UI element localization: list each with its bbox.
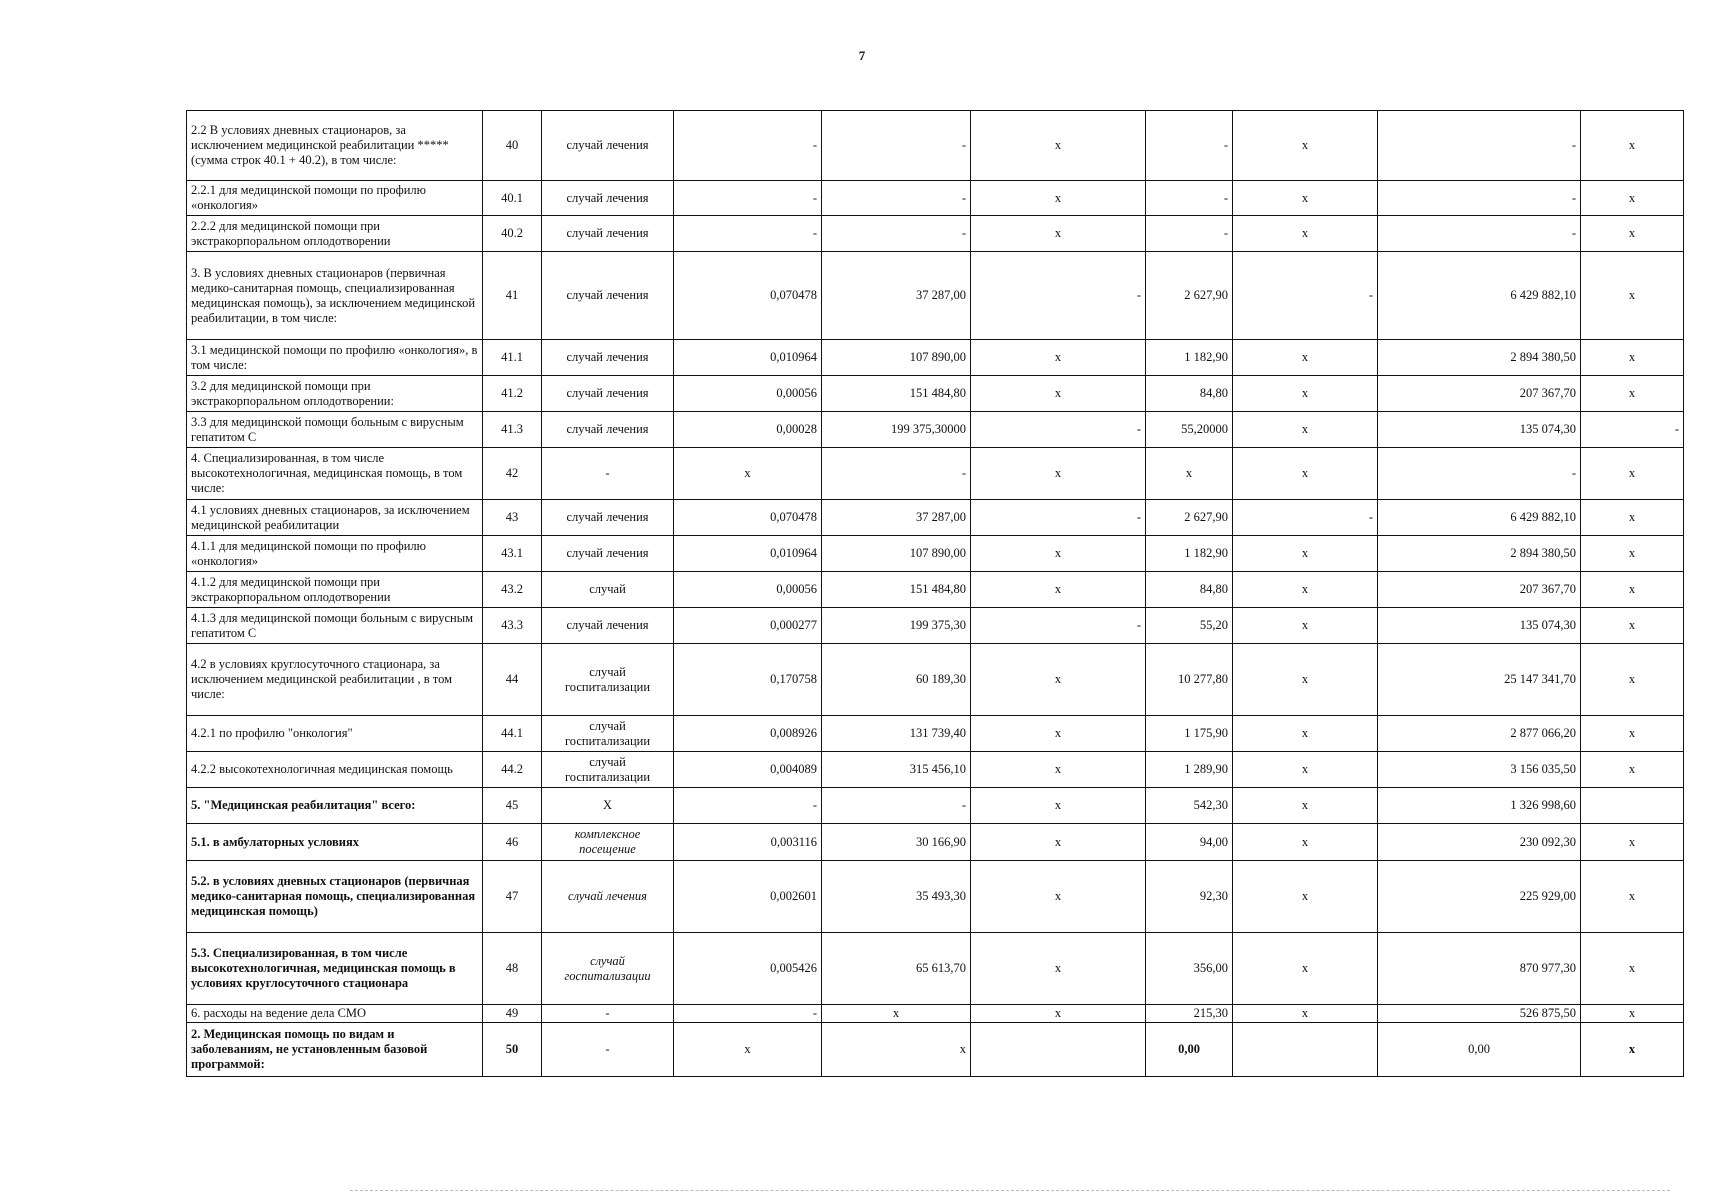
cell-value: x (1581, 536, 1684, 572)
cell-value: x (1581, 861, 1684, 933)
row-unit: случай лечения (542, 608, 674, 644)
cell-value: x (971, 824, 1146, 861)
table-row (187, 252, 1684, 340)
cell-value: - (1233, 500, 1378, 536)
cell-value: 199 375,30000 (822, 412, 971, 448)
cell-value: 55,20000 (1146, 412, 1233, 448)
cell-value: x (1233, 216, 1378, 252)
cell-value: x (971, 181, 1146, 216)
row-name: 2.2.2 для медицинской помощи при экстракорпоральном оплодотворении (187, 216, 483, 252)
cell-value: 0,010964 (674, 340, 822, 376)
table-row (187, 644, 1684, 716)
cell-value: x (971, 644, 1146, 716)
page-number: 7 (858, 48, 866, 63)
cell-value: 356,00 (1146, 933, 1233, 1005)
cell-value: x (1581, 252, 1684, 340)
row-code: 40 (483, 111, 542, 181)
row-unit: случай лечения (542, 536, 674, 572)
cell-value: 0,170758 (674, 644, 822, 716)
row-unit: случай лечения (542, 111, 674, 181)
cell-value: x (1581, 448, 1684, 500)
cell-value: 84,80 (1146, 376, 1233, 412)
cell-value: x (971, 572, 1146, 608)
cell-value: x (1233, 412, 1378, 448)
scan-artifact-line (350, 1190, 1670, 1191)
cell-value: x (1581, 1023, 1684, 1077)
row-name: 2.2 В условиях дневных стационаров, за исключением медицинской реабилитации ***** (сумма строк 40.1 + 40.2), в том числе: (187, 111, 483, 181)
row-code: 47 (483, 861, 542, 933)
cell-value: x (971, 752, 1146, 788)
cell-value: 6 429 882,10 (1378, 252, 1581, 340)
table-row (187, 216, 1684, 252)
cell-value: 0,004089 (674, 752, 822, 788)
row-code: 45 (483, 788, 542, 824)
cell-value (1233, 1023, 1378, 1077)
cell-value: - (822, 788, 971, 824)
cell-value: x (971, 788, 1146, 824)
row-code: 50 (483, 1023, 542, 1077)
row-unit: случай лечения (542, 252, 674, 340)
cell-value: - (822, 111, 971, 181)
cell-value: 215,30 (1146, 1005, 1233, 1023)
cell-value (1581, 788, 1684, 824)
row-name: 5.2. в условиях дневных стационаров (первичная медико-санитарная помощь, специализированная медицинская помощь) (187, 861, 483, 933)
cell-value: 84,80 (1146, 572, 1233, 608)
row-name: 4. Специализированная, в том числе высокотехнологичная, медицинская помощь, в том числе: (187, 448, 483, 500)
cell-value: x (1233, 376, 1378, 412)
row-code: 43.3 (483, 608, 542, 644)
row-name: 4.1.3 для медицинской помощи больным с вирусным гепатитом С (187, 608, 483, 644)
row-unit: - (542, 1023, 674, 1077)
row-name: 4.1.2 для медицинской помощи при экстракорпоральном оплодотворении (187, 572, 483, 608)
table-row (187, 608, 1684, 644)
cell-value: - (822, 181, 971, 216)
table-row (187, 752, 1684, 788)
row-unit: случай госпитализации (542, 716, 674, 752)
cell-value: 107 890,00 (822, 340, 971, 376)
cell-value: x (971, 933, 1146, 1005)
cell-value: 0,005426 (674, 933, 822, 1005)
cell-value: - (674, 181, 822, 216)
cell-value: 37 287,00 (822, 500, 971, 536)
row-unit: комплексное посещение (542, 824, 674, 861)
cell-value: 0,00028 (674, 412, 822, 448)
cell-value: x (971, 111, 1146, 181)
cell-value: 2 894 380,50 (1378, 536, 1581, 572)
table-row (187, 448, 1684, 500)
table-row (187, 536, 1684, 572)
cell-value (971, 1023, 1146, 1077)
row-code: 41.1 (483, 340, 542, 376)
table-row (187, 1023, 1684, 1077)
cell-value: x (1581, 500, 1684, 536)
row-unit: случай госпитализации (542, 752, 674, 788)
cell-value: x (1233, 788, 1378, 824)
cell-value: 0,003116 (674, 824, 822, 861)
cell-value: x (1233, 933, 1378, 1005)
cell-value: x (971, 1005, 1146, 1023)
cell-value: 0,010964 (674, 536, 822, 572)
table-row (187, 500, 1684, 536)
cell-value: 0,00056 (674, 572, 822, 608)
cell-value: x (1581, 824, 1684, 861)
cell-value: x (971, 340, 1146, 376)
cell-value: 60 189,30 (822, 644, 971, 716)
table-row (187, 181, 1684, 216)
row-unit: Х (542, 788, 674, 824)
cell-value: x (822, 1023, 971, 1077)
row-unit: случай лечения (542, 340, 674, 376)
cell-value: 94,00 (1146, 824, 1233, 861)
cell-value: - (971, 500, 1146, 536)
cell-value: 6 429 882,10 (1378, 500, 1581, 536)
cell-value: 131 739,40 (822, 716, 971, 752)
cell-value: - (1378, 181, 1581, 216)
row-unit: - (542, 1005, 674, 1023)
cell-value: 30 166,90 (822, 824, 971, 861)
cell-value: x (971, 861, 1146, 933)
cell-value: 10 277,80 (1146, 644, 1233, 716)
row-unit: случай лечения (542, 181, 674, 216)
cell-value: - (971, 412, 1146, 448)
cell-value: x (1581, 752, 1684, 788)
cell-value: 37 287,00 (822, 252, 971, 340)
cell-value: - (1233, 252, 1378, 340)
row-unit: случай (542, 572, 674, 608)
cell-value: x (674, 448, 822, 500)
table-row (187, 340, 1684, 376)
cell-value: 107 890,00 (822, 536, 971, 572)
cell-value: 0,00 (1146, 1023, 1233, 1077)
cell-value: x (1233, 644, 1378, 716)
cell-value: x (1581, 608, 1684, 644)
row-code: 41.3 (483, 412, 542, 448)
row-code: 43.2 (483, 572, 542, 608)
cell-value: 542,30 (1146, 788, 1233, 824)
row-name: 2. Медицинская помощь по видам и заболеваниям, не установленным базовой программой: (187, 1023, 483, 1077)
table-row (187, 1005, 1684, 1023)
cell-value: x (1233, 608, 1378, 644)
cell-value: - (971, 252, 1146, 340)
cell-value: x (1233, 340, 1378, 376)
cell-value: 1 182,90 (1146, 340, 1233, 376)
cell-value: x (1581, 716, 1684, 752)
cell-value: 315 456,10 (822, 752, 971, 788)
table-row (187, 933, 1684, 1005)
table-row (187, 572, 1684, 608)
cell-value: 2 627,90 (1146, 500, 1233, 536)
table-row (187, 111, 1684, 181)
row-code: 44.1 (483, 716, 542, 752)
cell-value: - (1146, 181, 1233, 216)
cell-value: x (1581, 340, 1684, 376)
cell-value: x (971, 448, 1146, 500)
cell-value: 2 894 380,50 (1378, 340, 1581, 376)
cell-value: - (971, 608, 1146, 644)
cell-value: 0,000277 (674, 608, 822, 644)
table-row (187, 861, 1684, 933)
cell-value: x (971, 716, 1146, 752)
row-code: 43.1 (483, 536, 542, 572)
cell-value: 25 147 341,70 (1378, 644, 1581, 716)
cell-value: x (1233, 824, 1378, 861)
cell-value: x (1233, 572, 1378, 608)
cell-value: x (1233, 716, 1378, 752)
cell-value: - (674, 1005, 822, 1023)
row-name: 5.3. Специализированная, в том числе высокотехнологичная, медицинская помощь в условиях круглосуточного стационара (187, 933, 483, 1005)
row-code: 44.2 (483, 752, 542, 788)
row-code: 41 (483, 252, 542, 340)
row-code: 44 (483, 644, 542, 716)
table-row (187, 824, 1684, 861)
cell-value: - (1378, 216, 1581, 252)
row-code: 49 (483, 1005, 542, 1023)
cell-value: 526 875,50 (1378, 1005, 1581, 1023)
cell-value: 2 627,90 (1146, 252, 1233, 340)
cell-value: x (1581, 1005, 1684, 1023)
cell-value: 1 175,90 (1146, 716, 1233, 752)
cell-value: x (971, 536, 1146, 572)
cell-value: x (971, 376, 1146, 412)
cell-value: x (1233, 752, 1378, 788)
cell-value: x (1581, 572, 1684, 608)
row-name: 4.2.1 по профилю "онкология" (187, 716, 483, 752)
table-row (187, 716, 1684, 752)
row-name: 3. В условиях дневных стационаров (первичная медико-санитарная помощь, специализированная медицинская помощь), за исключением медицинской реабилитации, в том числе: (187, 252, 483, 340)
cell-value: - (1146, 216, 1233, 252)
row-name: 4.1.1 для медицинской помощи по профилю «онкология» (187, 536, 483, 572)
cell-value: - (822, 448, 971, 500)
cell-value: x (1581, 181, 1684, 216)
row-unit: случай госпитализации (542, 933, 674, 1005)
row-name: 3.2 для медицинской помощи при экстракорпоральном оплодотворении: (187, 376, 483, 412)
row-unit: случай лечения (542, 500, 674, 536)
row-name: 4.2.2 высокотехнологичная медицинская помощь (187, 752, 483, 788)
row-name: 3.1 медицинской помощи по профилю «онкология», в том числе: (187, 340, 483, 376)
cell-value: - (1378, 111, 1581, 181)
cell-value: 151 484,80 (822, 376, 971, 412)
cell-value: 225 929,00 (1378, 861, 1581, 933)
cell-value: 0,002601 (674, 861, 822, 933)
cell-value: 0,00056 (674, 376, 822, 412)
cell-value: 35 493,30 (822, 861, 971, 933)
cell-value: x (1581, 933, 1684, 1005)
row-code: 43 (483, 500, 542, 536)
cell-value: 65 613,70 (822, 933, 971, 1005)
row-name: 6. расходы на ведение дела СМО (187, 1005, 483, 1023)
cell-value: x (1233, 111, 1378, 181)
row-unit: - (542, 448, 674, 500)
row-unit: случай лечения (542, 376, 674, 412)
cell-value: - (674, 216, 822, 252)
row-name: 5.1. в амбулаторных условиях (187, 824, 483, 861)
row-name: 2.2.1 для медицинской помощи по профилю «онкология» (187, 181, 483, 216)
cell-value: 207 367,70 (1378, 572, 1581, 608)
cell-value: x (1581, 376, 1684, 412)
table-row (187, 376, 1684, 412)
cell-value: x (1233, 536, 1378, 572)
cell-value: 135 074,30 (1378, 608, 1581, 644)
cell-value: 0,070478 (674, 500, 822, 536)
cell-value: 870 977,30 (1378, 933, 1581, 1005)
cell-value: x (971, 216, 1146, 252)
cell-value: 92,30 (1146, 861, 1233, 933)
cell-value: 0,00 (1378, 1023, 1581, 1077)
cell-value: 199 375,30 (822, 608, 971, 644)
row-code: 46 (483, 824, 542, 861)
cell-value: 2 877 066,20 (1378, 716, 1581, 752)
cell-value: - (674, 111, 822, 181)
cell-value: x (674, 1023, 822, 1077)
row-unit: случай лечения (542, 412, 674, 448)
cell-value: 151 484,80 (822, 572, 971, 608)
cell-value: x (1233, 181, 1378, 216)
cell-value: x (1581, 111, 1684, 181)
financing-table (186, 110, 1684, 1077)
cell-value: 3 156 035,50 (1378, 752, 1581, 788)
cell-value: 0,008926 (674, 716, 822, 752)
cell-value: x (1581, 644, 1684, 716)
cell-value: - (1146, 111, 1233, 181)
cell-value: x (1233, 448, 1378, 500)
row-unit: случай госпитализации (542, 644, 674, 716)
cell-value: x (1146, 448, 1233, 500)
row-code: 40.2 (483, 216, 542, 252)
cell-value: - (1378, 448, 1581, 500)
cell-value: - (674, 788, 822, 824)
table-row (187, 788, 1684, 824)
cell-value: x (1233, 1005, 1378, 1023)
cell-value: - (1581, 412, 1684, 448)
cell-value: - (822, 216, 971, 252)
cell-value: 1 289,90 (1146, 752, 1233, 788)
cell-value: 207 367,70 (1378, 376, 1581, 412)
row-code: 48 (483, 933, 542, 1005)
cell-value: x (822, 1005, 971, 1023)
row-code: 40.1 (483, 181, 542, 216)
cell-value: 230 092,30 (1378, 824, 1581, 861)
cell-value: x (1233, 861, 1378, 933)
row-name: 5. "Медицинская реабилитация" всего: (187, 788, 483, 824)
cell-value: 1 182,90 (1146, 536, 1233, 572)
table-row (187, 412, 1684, 448)
row-name: 4.1 условиях дневных стационаров, за исключением медицинской реабилитации (187, 500, 483, 536)
row-code: 41.2 (483, 376, 542, 412)
row-name: 4.2 в условиях круглосуточного стационара, за исключением медицинской реабилитации , в том числе: (187, 644, 483, 716)
cell-value: 0,070478 (674, 252, 822, 340)
cell-value: 55,20 (1146, 608, 1233, 644)
cell-value: 135 074,30 (1378, 412, 1581, 448)
row-unit: случай лечения (542, 216, 674, 252)
row-code: 42 (483, 448, 542, 500)
row-name: 3.3 для медицинской помощи больным с вирусным гепатитом С (187, 412, 483, 448)
cell-value: 1 326 998,60 (1378, 788, 1581, 824)
cell-value: x (1581, 216, 1684, 252)
row-unit: случай лечения (542, 861, 674, 933)
